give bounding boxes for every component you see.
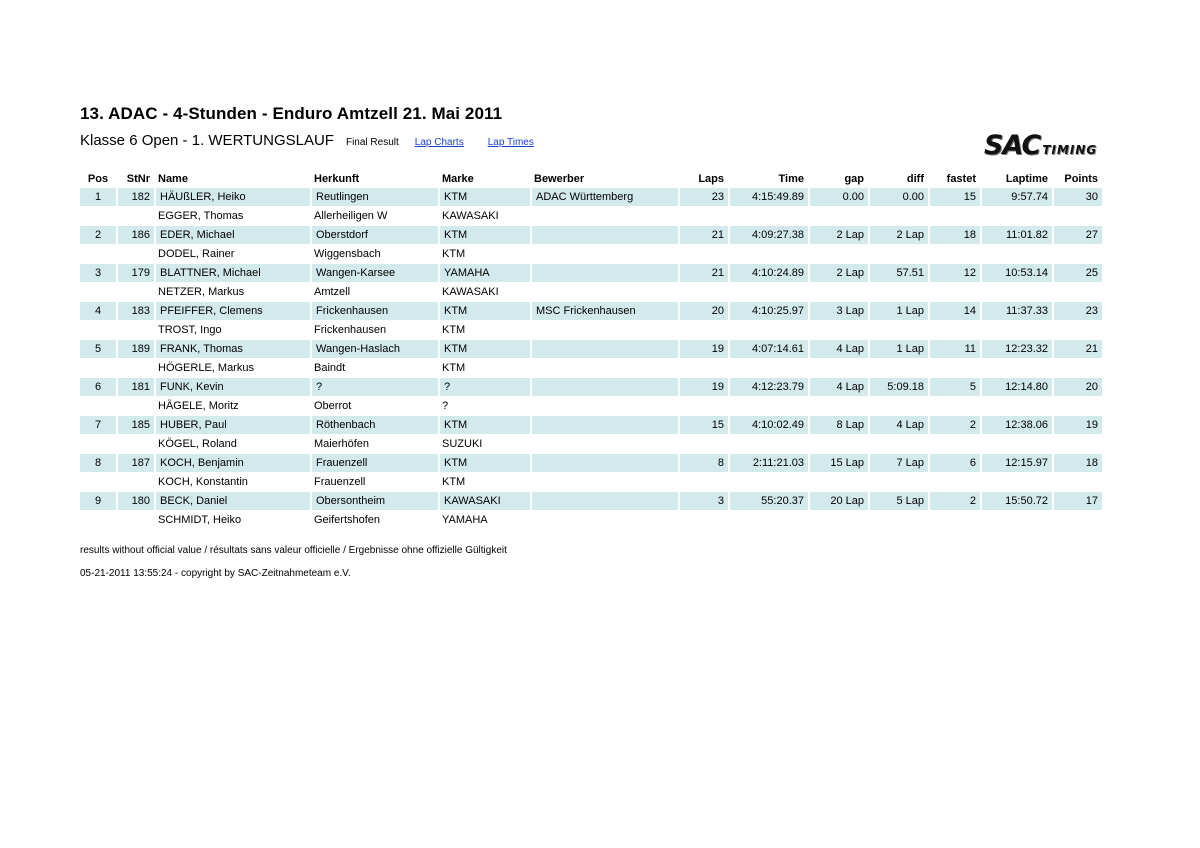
partner-cell-empty (530, 435, 678, 453)
cell-bewerber (530, 226, 678, 244)
col-header-pos: Pos (87, 172, 109, 185)
partner-cell-marke: KTM (438, 321, 530, 339)
partner-cell-name: TROST, Ingo (154, 321, 310, 339)
cell-diff: 1 Lap (868, 340, 928, 358)
partner-cell-empty (808, 321, 868, 339)
partner-cell-empty (728, 321, 808, 339)
cell-points: 21 (1052, 340, 1102, 358)
partner-cell-marke: KAWASAKI (438, 207, 530, 225)
cell-pos: 9 (80, 492, 116, 510)
partner-cell-name: NETZER, Markus (154, 283, 310, 301)
partner-cell-herkunft: Oberrot (310, 397, 438, 415)
cell-time: 4:10:25.97 (728, 302, 808, 320)
cell-herkunft: ? (310, 378, 438, 396)
partner-cell-name: SCHMIDT, Heiko (154, 511, 310, 529)
col-header-herkunft: Herkunft (314, 172, 360, 185)
cell-diff: 5 Lap (868, 492, 928, 510)
cell-pos: 4 (80, 302, 116, 320)
partner-cell-empty (868, 511, 928, 529)
partner-cell-empty (728, 397, 808, 415)
cell-laptime: 11:37.33 (980, 302, 1052, 320)
page-title: 13. ADAC - 4-Stunden - Enduro Amtzell 21. Mai 2011 (80, 104, 503, 123)
partner-cell-empty (928, 245, 980, 263)
partner-cell-empty (678, 245, 728, 263)
partner-cell-empty (116, 473, 154, 491)
col-header-laptime: Laptime (1005, 172, 1048, 185)
cell-laps: 8 (678, 454, 728, 472)
cell-bewerber (530, 378, 678, 396)
partner-cell-empty (980, 245, 1052, 263)
partner-cell-herkunft: Frauenzell (310, 473, 438, 491)
cell-laps: 3 (678, 492, 728, 510)
partner-cell-empty (530, 397, 678, 415)
cell-points: 30 (1052, 188, 1102, 206)
cell-laps: 19 (678, 378, 728, 396)
cell-points: 25 (1052, 264, 1102, 282)
partner-cell-empty (116, 321, 154, 339)
cell-diff: 7 Lap (868, 454, 928, 472)
cell-pos: 2 (80, 226, 116, 244)
table-row-partner (80, 511, 1102, 529)
partner-cell-empty (80, 359, 116, 377)
cell-marke: ? (438, 378, 530, 396)
cell-gap: 0.00 (808, 188, 868, 206)
partner-cell-herkunft: Allerheiligen W (310, 207, 438, 225)
sac-timing-logo (984, 130, 1097, 161)
cell-time: 4:12:23.79 (728, 378, 808, 396)
cell-fastet: 15 (928, 188, 980, 206)
partner-cell-empty (928, 511, 980, 529)
partner-cell-herkunft: Amtzell (310, 283, 438, 301)
partner-cell-empty (530, 359, 678, 377)
cell-laptime: 12:23.32 (980, 340, 1052, 358)
partner-cell-empty (530, 207, 678, 225)
cell-marke: KTM (438, 416, 530, 434)
partner-cell-empty (530, 245, 678, 263)
table-row-partner (80, 283, 1102, 301)
partner-cell-empty (980, 283, 1052, 301)
partner-cell-empty (728, 245, 808, 263)
partner-cell-empty (1052, 473, 1102, 491)
table-row (80, 340, 1102, 358)
partner-cell-empty (116, 207, 154, 225)
cell-stnr: 183 (116, 302, 154, 320)
partner-cell-empty (980, 511, 1052, 529)
cell-fastet: 2 (928, 416, 980, 434)
partner-cell-empty (808, 435, 868, 453)
col-header-marke: Marke (442, 172, 474, 185)
partner-cell-empty (728, 207, 808, 225)
cell-diff: 4 Lap (868, 416, 928, 434)
cell-pos: 8 (80, 454, 116, 472)
cell-time: 4:10:02.49 (728, 416, 808, 434)
cell-time: 55:20.37 (728, 492, 808, 510)
partner-cell-empty (1052, 435, 1102, 453)
col-header-gap: gap (844, 172, 864, 185)
table-row-partner (80, 473, 1102, 491)
partner-cell-empty (1052, 283, 1102, 301)
partner-cell-empty (530, 321, 678, 339)
partner-cell-empty (868, 359, 928, 377)
cell-pos: 5 (80, 340, 116, 358)
cell-diff: 5:09.18 (868, 378, 928, 396)
partner-cell-empty (928, 359, 980, 377)
partner-cell-empty (116, 359, 154, 377)
partner-cell-empty (530, 283, 678, 301)
cell-diff: 1 Lap (868, 302, 928, 320)
cell-bewerber: ADAC Württemberg (530, 188, 678, 206)
partner-cell-herkunft: Baindt (310, 359, 438, 377)
cell-name: BECK, Daniel (154, 492, 310, 510)
lap-charts-link[interactable]: Lap Charts (414, 137, 464, 148)
table-row-partner (80, 435, 1102, 453)
cell-time: 4:09:27.38 (728, 226, 808, 244)
table-row-partner (80, 359, 1102, 377)
cell-name: HÄUßLER, Heiko (154, 188, 310, 206)
partner-cell-empty (808, 283, 868, 301)
cell-marke: KTM (438, 226, 530, 244)
partner-cell-empty (80, 207, 116, 225)
cell-herkunft: Frickenhausen (310, 302, 438, 320)
results-body (80, 188, 1102, 529)
table-row-partner (80, 207, 1102, 225)
partner-cell-empty (1052, 359, 1102, 377)
partner-cell-empty (116, 245, 154, 263)
cell-laptime: 12:14.80 (980, 378, 1052, 396)
table-row (80, 454, 1102, 472)
partner-cell-empty (928, 435, 980, 453)
cell-name: EDER, Michael (154, 226, 310, 244)
partner-cell-empty (980, 435, 1052, 453)
cell-pos: 7 (80, 416, 116, 434)
partner-cell-marke: KAWASAKI (438, 283, 530, 301)
partner-cell-empty (678, 473, 728, 491)
partner-cell-empty (728, 473, 808, 491)
partner-cell-name: HÄGELE, Moritz (154, 397, 310, 415)
partner-cell-empty (808, 207, 868, 225)
cell-gap: 4 Lap (808, 378, 868, 396)
cell-laptime: 9:57.74 (980, 188, 1052, 206)
cell-diff: 0.00 (868, 188, 928, 206)
cell-laptime: 15:50.72 (980, 492, 1052, 510)
cell-name: FUNK, Kevin (154, 378, 310, 396)
partner-cell-empty (1052, 321, 1102, 339)
cell-laps: 21 (678, 264, 728, 282)
cell-herkunft: Obersontheim (310, 492, 438, 510)
cell-pos: 6 (80, 378, 116, 396)
partner-cell-name: EGGER, Thomas (154, 207, 310, 225)
cell-herkunft: Röthenbach (310, 416, 438, 434)
partner-cell-empty (728, 511, 808, 529)
partner-cell-empty (980, 359, 1052, 377)
cell-fastet: 12 (928, 264, 980, 282)
partner-cell-empty (678, 207, 728, 225)
cell-gap: 4 Lap (808, 340, 868, 358)
partner-cell-empty (868, 435, 928, 453)
cell-stnr: 186 (116, 226, 154, 244)
partner-cell-empty (80, 397, 116, 415)
cell-gap: 15 Lap (808, 454, 868, 472)
cell-herkunft: Oberstdorf (310, 226, 438, 244)
cell-stnr: 182 (116, 188, 154, 206)
cell-stnr: 187 (116, 454, 154, 472)
partner-cell-empty (980, 473, 1052, 491)
partner-cell-herkunft: Maierhöfen (310, 435, 438, 453)
col-header-laps: Laps (698, 172, 724, 185)
partner-cell-empty (80, 321, 116, 339)
partner-cell-herkunft: Wiggensbach (310, 245, 438, 263)
cell-name: KOCH, Benjamin (154, 454, 310, 472)
partner-cell-marke: ? (438, 397, 530, 415)
partner-cell-name: KOCH, Konstantin (154, 473, 310, 491)
cell-fastet: 14 (928, 302, 980, 320)
cell-bewerber (530, 492, 678, 510)
partner-cell-empty (530, 511, 678, 529)
table-header-row (80, 170, 1102, 187)
partner-cell-empty (116, 397, 154, 415)
partner-cell-empty (678, 321, 728, 339)
cell-fastet: 2 (928, 492, 980, 510)
partner-cell-empty (678, 359, 728, 377)
partner-cell-empty (868, 207, 928, 225)
cell-name: BLATTNER, Michael (154, 264, 310, 282)
cell-time: 4:07:14.61 (728, 340, 808, 358)
cell-laptime: 12:15.97 (980, 454, 1052, 472)
partner-cell-empty (928, 321, 980, 339)
cell-bewerber: MSC Frickenhausen (530, 302, 678, 320)
cell-laptime: 12:38.06 (980, 416, 1052, 434)
cell-stnr: 181 (116, 378, 154, 396)
table-row (80, 492, 1102, 510)
cell-fastet: 5 (928, 378, 980, 396)
partner-cell-name: HÖGERLE, Markus (154, 359, 310, 377)
cell-gap: 8 Lap (808, 416, 868, 434)
cell-points: 27 (1052, 226, 1102, 244)
partner-cell-empty (808, 473, 868, 491)
col-header-stnr: StNr (126, 172, 150, 185)
partner-cell-empty (980, 397, 1052, 415)
cell-laps: 19 (678, 340, 728, 358)
cell-bewerber (530, 264, 678, 282)
cell-laps: 15 (678, 416, 728, 434)
cell-marke: KTM (438, 188, 530, 206)
cell-laps: 20 (678, 302, 728, 320)
partner-cell-empty (80, 511, 116, 529)
cell-time: 4:10:24.89 (728, 264, 808, 282)
cell-herkunft: Wangen-Karsee (310, 264, 438, 282)
partner-cell-name: KÖGEL, Roland (154, 435, 310, 453)
partner-cell-empty (868, 321, 928, 339)
cell-herkunft: Wangen-Haslach (310, 340, 438, 358)
col-header-diff: diff (906, 172, 924, 185)
cell-gap: 2 Lap (808, 264, 868, 282)
cell-herkunft: Reutlingen (310, 188, 438, 206)
cell-laps: 21 (678, 226, 728, 244)
partner-cell-empty (808, 245, 868, 263)
col-header-bewerber: Bewerber (534, 172, 585, 185)
partner-cell-empty (980, 321, 1052, 339)
cell-time: 2:11:21.03 (728, 454, 808, 472)
partner-cell-empty (868, 473, 928, 491)
table-row (80, 226, 1102, 244)
cell-gap: 3 Lap (808, 302, 868, 320)
partner-cell-empty (808, 359, 868, 377)
cell-stnr: 185 (116, 416, 154, 434)
cell-marke: YAMAHA (438, 264, 530, 282)
cell-bewerber (530, 340, 678, 358)
cell-diff: 57.51 (868, 264, 928, 282)
partner-cell-empty (80, 435, 116, 453)
partner-cell-empty (1052, 511, 1102, 529)
class-name: Klasse 6 Open - 1. WERTUNGSLAUF (80, 132, 334, 149)
cell-points: 23 (1052, 302, 1102, 320)
table-row (80, 302, 1102, 320)
cell-bewerber (530, 416, 678, 434)
cell-marke: KTM (438, 340, 530, 358)
lap-times-link[interactable]: Lap Times (487, 137, 534, 148)
cell-marke: KTM (438, 302, 530, 320)
table-row (80, 416, 1102, 434)
subtitle-bar (80, 132, 534, 152)
final-result-label: Final Result (345, 137, 399, 148)
cell-name: FRANK, Thomas (154, 340, 310, 358)
col-header-time: Time (778, 172, 804, 185)
partner-cell-empty (728, 435, 808, 453)
partner-cell-empty (116, 283, 154, 301)
cell-stnr: 189 (116, 340, 154, 358)
cell-stnr: 180 (116, 492, 154, 510)
partner-cell-marke: SUZUKI (438, 435, 530, 453)
partner-cell-empty (678, 283, 728, 301)
partner-cell-empty (80, 283, 116, 301)
partner-cell-empty (808, 511, 868, 529)
partner-cell-empty (728, 359, 808, 377)
logo-main-text: SAC (984, 130, 1041, 161)
partner-cell-name: DODEL, Rainer (154, 245, 310, 263)
disclaimer-note: results without official value / résultats sans valeur officielle / Ergebnisse ohne offizielle Gültigkeit (80, 545, 507, 556)
cell-laptime: 11:01.82 (980, 226, 1052, 244)
table-row-partner (80, 321, 1102, 339)
col-header-fastet: fastet (946, 172, 976, 185)
partner-cell-empty (116, 435, 154, 453)
cell-diff: 2 Lap (868, 226, 928, 244)
cell-points: 17 (1052, 492, 1102, 510)
cell-fastet: 6 (928, 454, 980, 472)
partner-cell-empty (868, 283, 928, 301)
partner-cell-marke: KTM (438, 245, 530, 263)
cell-fastet: 11 (928, 340, 980, 358)
partner-cell-empty (678, 435, 728, 453)
partner-cell-marke: YAMAHA (438, 511, 530, 529)
cell-marke: KTM (438, 454, 530, 472)
col-header-points: Points (1064, 172, 1098, 185)
partner-cell-empty (1052, 207, 1102, 225)
partner-cell-herkunft: Frickenhausen (310, 321, 438, 339)
cell-points: 20 (1052, 378, 1102, 396)
cell-pos: 1 (80, 188, 116, 206)
cell-name: HUBER, Paul (154, 416, 310, 434)
partner-cell-empty (980, 207, 1052, 225)
partner-cell-marke: KTM (438, 359, 530, 377)
col-header-name: Name (158, 172, 188, 185)
partner-cell-empty (928, 473, 980, 491)
partner-cell-empty (928, 283, 980, 301)
cell-herkunft: Frauenzell (310, 454, 438, 472)
results-table (80, 169, 1102, 530)
cell-stnr: 179 (116, 264, 154, 282)
cell-time: 4:15:49.89 (728, 188, 808, 206)
partner-cell-empty (116, 511, 154, 529)
cell-name: PFEIFFER, Clemens (154, 302, 310, 320)
cell-laps: 23 (678, 188, 728, 206)
logo-sub-text: TIMING (1042, 143, 1098, 157)
cell-bewerber (530, 454, 678, 472)
partner-cell-empty (728, 283, 808, 301)
table-row-partner (80, 245, 1102, 263)
partner-cell-empty (530, 473, 678, 491)
cell-gap: 2 Lap (808, 226, 868, 244)
partner-cell-empty (1052, 245, 1102, 263)
cell-points: 19 (1052, 416, 1102, 434)
cell-pos: 3 (80, 264, 116, 282)
partner-cell-empty (928, 207, 980, 225)
table-row (80, 188, 1102, 206)
cell-points: 18 (1052, 454, 1102, 472)
partner-cell-empty (80, 473, 116, 491)
partner-cell-empty (808, 397, 868, 415)
partner-cell-empty (1052, 397, 1102, 415)
table-row (80, 264, 1102, 282)
table-row-partner (80, 397, 1102, 415)
cell-laptime: 10:53.14 (980, 264, 1052, 282)
copyright-line: 05-21-2011 13:55:24 - copyright by SAC-Zeitnahmeteam e.V. (80, 568, 351, 579)
partner-cell-herkunft: Geifertshofen (310, 511, 438, 529)
partner-cell-empty (678, 511, 728, 529)
cell-marke: KAWASAKI (438, 492, 530, 510)
partner-cell-empty (678, 397, 728, 415)
partner-cell-empty (868, 245, 928, 263)
table-row (80, 378, 1102, 396)
partner-cell-empty (868, 397, 928, 415)
cell-fastet: 18 (928, 226, 980, 244)
partner-cell-empty (80, 245, 116, 263)
partner-cell-marke: KTM (438, 473, 530, 491)
partner-cell-empty (928, 397, 980, 415)
cell-gap: 20 Lap (808, 492, 868, 510)
